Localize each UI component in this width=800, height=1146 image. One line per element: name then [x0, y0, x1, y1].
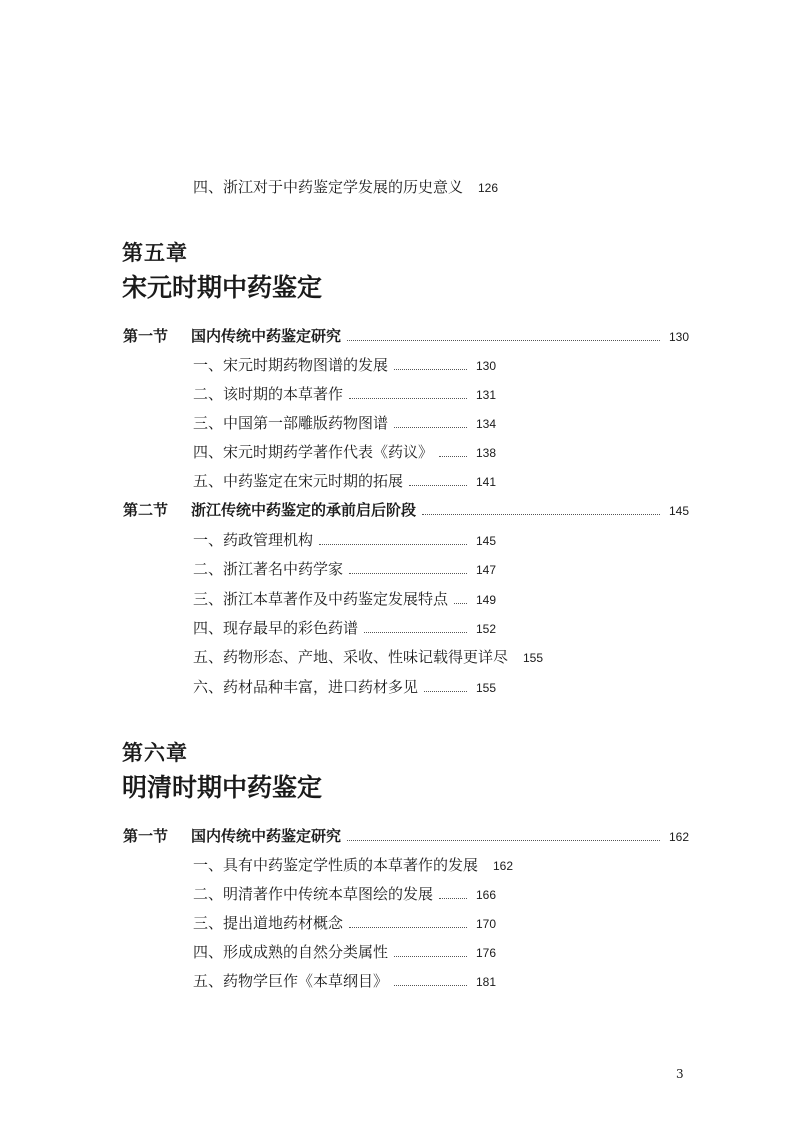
toc-entry-page: 155	[475, 681, 496, 695]
dot-leader	[394, 985, 467, 986]
toc-entry-label: 四、浙江对于中药鉴定学发展的历史意义	[193, 178, 464, 196]
dot-leader	[409, 485, 467, 486]
toc-entry[interactable]	[0, 643, 607, 667]
section-number: 第一节	[123, 827, 169, 845]
toc-entry-label: 三、浙江本草著作及中药鉴定发展特点	[193, 590, 449, 608]
toc-entry[interactable]	[0, 585, 607, 609]
section-title: 国内传统中药鉴定研究	[191, 327, 342, 345]
toc-entry-label: 三、中国第一部雕版药物图谱	[193, 414, 389, 432]
toc-entry[interactable]	[0, 380, 607, 404]
dot-leader	[424, 691, 467, 692]
toc-section-page: 130	[668, 330, 689, 344]
toc-entry[interactable]	[0, 438, 607, 462]
dot-leader	[349, 927, 467, 928]
toc-entry-label: 四、宋元时期药学著作代表《药议》	[193, 443, 434, 461]
toc-entry-label: 四、现存最早的彩色药谱	[193, 619, 359, 637]
toc-entry[interactable]	[0, 409, 607, 433]
toc-entry-page: 149	[475, 593, 496, 607]
toc-entry-label: 五、药物形态、产地、采收、性味记载得更详尽	[193, 648, 509, 666]
toc-section[interactable]	[0, 822, 800, 846]
dot-leader	[349, 573, 467, 574]
chapter-number: 第五章	[122, 241, 188, 265]
toc-entry-page: 155	[522, 651, 544, 665]
toc-entry[interactable]	[0, 938, 607, 962]
toc-entry-page: 147	[475, 563, 496, 577]
toc-section-page: 145	[668, 504, 689, 518]
dot-leader	[349, 398, 467, 399]
toc-section-page: 162	[668, 830, 689, 844]
toc-entry-page: 145	[475, 534, 496, 548]
toc-entry[interactable]	[0, 673, 607, 697]
toc-entry-label: 三、提出道地药材概念	[193, 914, 344, 932]
toc-entry-page: 126	[477, 181, 499, 195]
toc-entry-label: 一、具有中药鉴定学性质的本草著作的发展	[193, 856, 479, 874]
toc-entry[interactable]	[0, 526, 607, 550]
chapter-title: 明清时期中药鉴定	[122, 773, 323, 802]
dot-leader	[394, 427, 467, 428]
dot-leader	[422, 514, 660, 515]
toc-entry-label: 二、浙江著名中药学家	[193, 560, 344, 578]
toc-entry[interactable]	[0, 909, 607, 933]
toc-entry-page: 138	[475, 446, 496, 460]
dot-leader	[454, 603, 467, 604]
toc-entry-page: 181	[475, 975, 496, 989]
toc-entry-page: 176	[475, 946, 496, 960]
toc-entry-label: 二、明清著作中传统本草图绘的发展	[193, 885, 434, 903]
toc-entry-label: 四、形成成熟的自然分类属性	[193, 943, 389, 961]
section-title: 国内传统中药鉴定研究	[191, 827, 342, 845]
dot-leader	[394, 956, 467, 957]
toc-entry-page: 134	[475, 417, 496, 431]
dot-leader	[394, 369, 467, 370]
toc-entry-page: 152	[475, 622, 496, 636]
chapter-number: 第六章	[122, 741, 188, 765]
section-number: 第二节	[123, 501, 169, 519]
toc-entry-page: 166	[475, 888, 496, 902]
toc-entry-label: 二、该时期的本草著作	[193, 385, 344, 403]
toc-entry-page: 131	[475, 388, 496, 402]
toc-entry[interactable]	[0, 614, 607, 638]
toc-entry[interactable]	[0, 467, 607, 491]
section-number: 第一节	[123, 327, 169, 345]
dot-leader	[364, 632, 467, 633]
page-number: 3	[676, 1067, 684, 1081]
dot-leader	[347, 840, 660, 841]
toc-entry[interactable]	[0, 173, 607, 197]
section-title: 浙江传统中药鉴定的承前启后阶段	[191, 501, 417, 519]
dot-leader	[439, 456, 467, 457]
toc-entry[interactable]	[0, 967, 607, 991]
toc-entry-page: 170	[475, 917, 496, 931]
dot-leader	[439, 898, 467, 899]
toc-entry-label: 一、药政管理机构	[193, 531, 314, 549]
toc-entry-page: 162	[492, 859, 514, 873]
toc-entry-label: 五、中药鉴定在宋元时期的拓展	[193, 472, 404, 490]
toc-entry-label: 五、药物学巨作《本草纲目》	[193, 972, 389, 990]
toc-entry[interactable]	[0, 851, 607, 875]
toc-entry[interactable]	[0, 880, 607, 904]
dot-leader	[347, 340, 660, 341]
toc-entry-label: 六、药材品种丰富，进口药材多见	[193, 678, 419, 696]
toc-entry-page: 130	[475, 359, 496, 373]
chapter-title: 宋元时期中药鉴定	[122, 273, 323, 302]
toc-section[interactable]	[0, 496, 800, 520]
toc-entry[interactable]	[0, 555, 607, 579]
toc-entry[interactable]	[0, 351, 607, 375]
toc-section[interactable]	[0, 322, 800, 346]
dot-leader	[319, 544, 467, 545]
toc-entry-page: 141	[475, 475, 496, 489]
toc-entry-label: 一、宋元时期药物图谱的发展	[193, 356, 389, 374]
